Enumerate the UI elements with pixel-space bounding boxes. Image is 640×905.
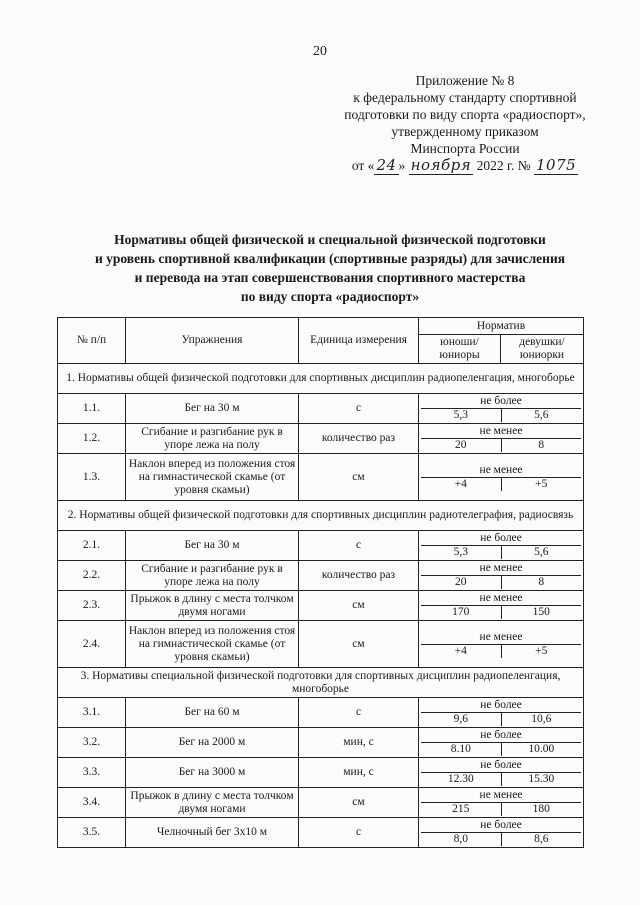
norm-values <box>419 818 584 848</box>
norm-values <box>419 728 584 758</box>
norm-values <box>419 788 584 818</box>
norm-boys-value: 20 <box>421 439 501 453</box>
norm-condition: не более <box>421 699 581 713</box>
table-row <box>58 788 584 818</box>
norm-condition: не более <box>421 395 581 409</box>
norm-girls-value: +5 <box>535 644 548 657</box>
exercise-name: Бег на 60 м <box>126 698 299 728</box>
norm-girls-value: 5,6 <box>534 409 549 421</box>
unit-of-measure: см <box>299 621 419 668</box>
norm-boys-value: 20 <box>421 576 501 590</box>
order-date-line <box>320 157 610 174</box>
table-row <box>58 698 584 728</box>
title-line-4: по виду спорта «радиоспорт» <box>240 289 420 304</box>
norm-condition: не менее <box>421 789 581 803</box>
table-row <box>58 531 584 561</box>
appendix-header <box>320 72 610 174</box>
table-row <box>58 728 584 758</box>
norm-values <box>419 758 584 788</box>
table-row <box>58 454 584 501</box>
norm-girls-value: 15.30 <box>528 773 555 785</box>
table-row <box>58 621 584 668</box>
norm-boys-value: 5,3 <box>421 546 501 560</box>
norm-condition: не менее <box>421 464 581 478</box>
table-row <box>58 424 584 454</box>
handwritten-order-number: 1075 <box>535 156 577 174</box>
table-row <box>58 561 584 591</box>
unit-of-measure: см <box>299 788 419 818</box>
norm-values <box>419 621 584 668</box>
norm-condition: не более <box>421 532 581 546</box>
norm-boys-value: 215 <box>421 803 501 817</box>
norms-table <box>57 317 584 848</box>
handwritten-day: 24 <box>376 156 397 174</box>
norm-values <box>419 454 584 501</box>
norm-girls-value: 180 <box>532 803 550 815</box>
exercise-name: Челночный бег 3x10 м <box>126 818 299 848</box>
norm-boys-value: 12.30 <box>421 773 501 787</box>
norm-girls-value: 5,6 <box>534 546 549 558</box>
document-title <box>40 230 620 306</box>
appendix-line-4: утвержденному приказом <box>391 124 539 139</box>
section-header-row <box>58 668 584 698</box>
norm-girls-value: 150 <box>532 606 550 618</box>
norm-boys-value: 5,3 <box>421 409 501 423</box>
section-header-row <box>58 501 584 531</box>
table-row <box>58 394 584 424</box>
exercise-name: Бег на 3000 м <box>126 758 299 788</box>
norm-condition: не менее <box>421 631 581 645</box>
unit-of-measure: см <box>299 591 419 621</box>
norm-girls-value: 8 <box>538 439 545 451</box>
exercise-name: Бег на 2000 м <box>126 728 299 758</box>
table-row <box>58 818 584 848</box>
section-title: 1. Нормативы общей физической подготовки для спортивных дисциплин радиопеленгация, многоборье <box>58 364 584 394</box>
unit-of-measure: мин, с <box>299 758 419 788</box>
norm-girls-value: 10.00 <box>528 743 555 755</box>
table-row <box>58 758 584 788</box>
unit-of-measure: с <box>299 531 419 561</box>
date-prefix: от « <box>351 158 375 173</box>
norm-girls-value: 8,6 <box>534 833 549 845</box>
title-line-1: Нормативы общей физической и специальной физической подготовки <box>114 232 546 247</box>
header-row <box>58 318 584 335</box>
header-boys: юноши/ юниоры <box>419 335 501 364</box>
unit-of-measure: с <box>299 818 419 848</box>
norm-boys-value: +4 <box>421 644 501 658</box>
norm-condition: не более <box>421 759 581 773</box>
norm-boys-value: 8.10 <box>421 743 501 757</box>
row-number: 3.4. <box>58 788 126 818</box>
unit-of-measure: с <box>299 394 419 424</box>
row-number: 1.3. <box>58 454 126 501</box>
unit-of-measure: с <box>299 698 419 728</box>
section-title: 3. Нормативы специальной физической подготовки для спортивных дисциплин радиопеленгация, многоборье <box>58 668 584 698</box>
row-number: 2.1. <box>58 531 126 561</box>
norm-condition: не менее <box>421 425 581 439</box>
title-line-2: и уровень спортивной квалификации (спортивные разряды) для зачисления <box>94 251 566 266</box>
norm-condition: не более <box>421 819 581 833</box>
norm-values <box>419 424 584 454</box>
appendix-line-5: Минспорта России <box>410 141 520 156</box>
page-number: 20 <box>313 44 327 59</box>
header-num: № п/п <box>58 318 126 364</box>
exercise-name: Бег на 30 м <box>126 531 299 561</box>
norm-condition: не менее <box>421 562 581 576</box>
year-text: 2022 г. № <box>473 158 534 173</box>
norm-boys-value: +4 <box>421 477 501 491</box>
norm-values <box>419 394 584 424</box>
unit-of-measure: количество раз <box>299 424 419 454</box>
header-girls: девушки/ юниорки <box>501 335 584 364</box>
row-number: 1.2. <box>58 424 126 454</box>
unit-of-measure: см <box>299 454 419 501</box>
exercise-name: Сгибание и разгибание рук в упоре лежа на полу <box>126 561 299 591</box>
exercise-name: Прыжок в длину с места толчком двумя ногами <box>126 591 299 621</box>
row-number: 2.3. <box>58 591 126 621</box>
exercise-name: Прыжок в длину с места толчком двумя ногами <box>126 788 299 818</box>
appendix-line-1: Приложение № 8 <box>415 73 515 88</box>
norm-boys-value: 8,0 <box>421 833 501 847</box>
exercise-name: Наклон вперед из положения стоя на гимнастической скамье (от уровня скамьи) <box>126 621 299 668</box>
norm-girls-value: 8 <box>538 576 545 588</box>
date-mid: » <box>398 158 409 173</box>
header-exercise: Упражнения <box>126 318 299 364</box>
exercise-name: Бег на 30 м <box>126 394 299 424</box>
header-norm: Норматив <box>419 318 584 335</box>
appendix-line-3: подготовки по виду спорта «радиоспорт», <box>344 107 586 122</box>
header-unit: Единица измерения <box>299 318 419 364</box>
norm-values <box>419 591 584 621</box>
exercise-name: Наклон вперед из положения стоя на гимнастической скамье (от уровня скамьи) <box>126 454 299 501</box>
section-header-row <box>58 364 584 394</box>
row-number: 3.5. <box>58 818 126 848</box>
appendix-line-2: к федеральному стандарту спортивной <box>353 90 577 105</box>
norm-condition: не менее <box>421 592 581 606</box>
table-row <box>58 591 584 621</box>
unit-of-measure: количество раз <box>299 561 419 591</box>
exercise-name: Сгибание и разгибание рук в упоре лежа на полу <box>126 424 299 454</box>
row-number: 1.1. <box>58 394 126 424</box>
row-number: 3.1. <box>58 698 126 728</box>
norm-condition: не более <box>421 729 581 743</box>
row-number: 2.2. <box>58 561 126 591</box>
norm-values <box>419 531 584 561</box>
norm-boys-value: 9,6 <box>421 713 501 727</box>
title-line-3: и перевода на этап совершенствования спортивного мастерства <box>134 270 526 285</box>
row-number: 2.4. <box>58 621 126 668</box>
norm-girls-value: +5 <box>535 477 548 490</box>
section-title: 2. Нормативы общей физической подготовки для спортивных дисциплин радиотелеграфия, радиосвязь <box>58 501 584 531</box>
norm-girls-value: 10,6 <box>531 713 552 725</box>
handwritten-month: ноября <box>410 156 472 174</box>
row-number: 3.3. <box>58 758 126 788</box>
unit-of-measure: мин, с <box>299 728 419 758</box>
row-number: 3.2. <box>58 728 126 758</box>
norm-values <box>419 561 584 591</box>
norm-values <box>419 698 584 728</box>
norm-boys-value: 170 <box>421 606 501 620</box>
